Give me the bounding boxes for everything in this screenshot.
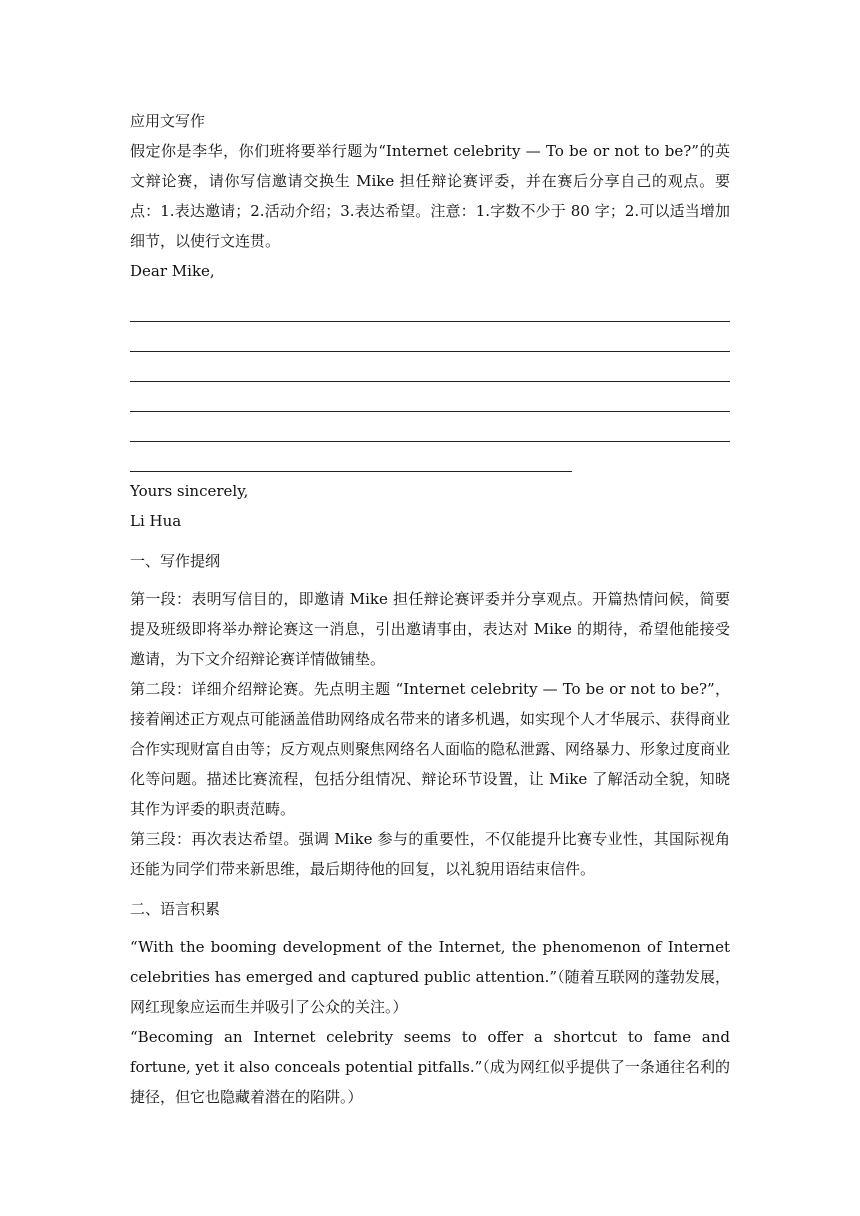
writing-prompt: 假定你是李华，你们班将要举行题为“Internet celebrity — To be or not to be?”的英文辩论赛，请你写信邀请交换生 Mike 担任辩论赛评委，并在赛后分享自己的观点。要点：1.表达邀请；2.活动介绍；3.表达希望。注意：1.字数不少于 80 字；2.可以适当增加细节，以使行文连贯。 [130, 142, 730, 250]
letter-signature: Li Hua [130, 512, 182, 530]
answer-line[interactable] [130, 382, 730, 412]
answer-line[interactable] [130, 292, 730, 322]
document-content [130, 106, 730, 1112]
outline-paragraph-1: 第一段：表明写信目的，即邀请 Mike 担任辩论赛评委并分享观点。开篇热情问候，简要提及班级即将举办辩论赛这一消息，引出邀请事由，表达对 Mike 的期待，希望他能接受邀请，为下文介绍辩论赛详情做铺垫。 [130, 590, 730, 668]
answer-lines [130, 292, 730, 472]
language-sentence-2: “Becoming an Internet celebrity seems to offer a shortcut to fame and fortune, yet it also conceals potential pitfalls.”（成为网红似乎提供了一条通往名利的捷径，但它也隐藏着潜在的陷阱。） [130, 1028, 730, 1106]
section-heading: 应用文写作 [130, 112, 206, 130]
language-heading: 二、语言积累 [130, 900, 221, 918]
letter-greeting: Dear Mike, [130, 262, 215, 280]
outline-heading: 一、写作提纲 [130, 552, 221, 570]
language-sentence-1: “With the booming development of the Internet, the phenomenon of Internet celebrities has emerged and captured public attention.”（随着互联网的蓬勃发展，网红现象应运而生并吸引了公众的关注。） [130, 938, 730, 1016]
answer-line[interactable] [130, 322, 730, 352]
outline-paragraph-3: 第三段：再次表达希望。强调 Mike 参与的重要性，不仅能提升比赛专业性，其国际视角还能为同学们带来新思维，最后期待他的回复，以礼貌用语结束信件。 [130, 830, 730, 878]
outline-paragraph-2: 第二段：详细介绍辩论赛。先点明主题 “Internet celebrity — To be or not to be?”，接着阐述正方观点可能涵盖借助网络成名带来的诸多机遇，如实现个人才华展示、获得商业合作实现财富自由等；反方观点则聚焦网络名人面临的隐私泄露、网络暴力、形象过度商业化等问题。描述比赛流程，包括分组情况、辩论环节设置，让 Mike 了解活动全貌，知晓其作为评委的职责范畴。 [130, 680, 731, 818]
answer-line[interactable] [130, 442, 572, 472]
letter-closing: Yours sincerely, [130, 482, 249, 500]
answer-line[interactable] [130, 412, 730, 442]
answer-line[interactable] [130, 352, 730, 382]
